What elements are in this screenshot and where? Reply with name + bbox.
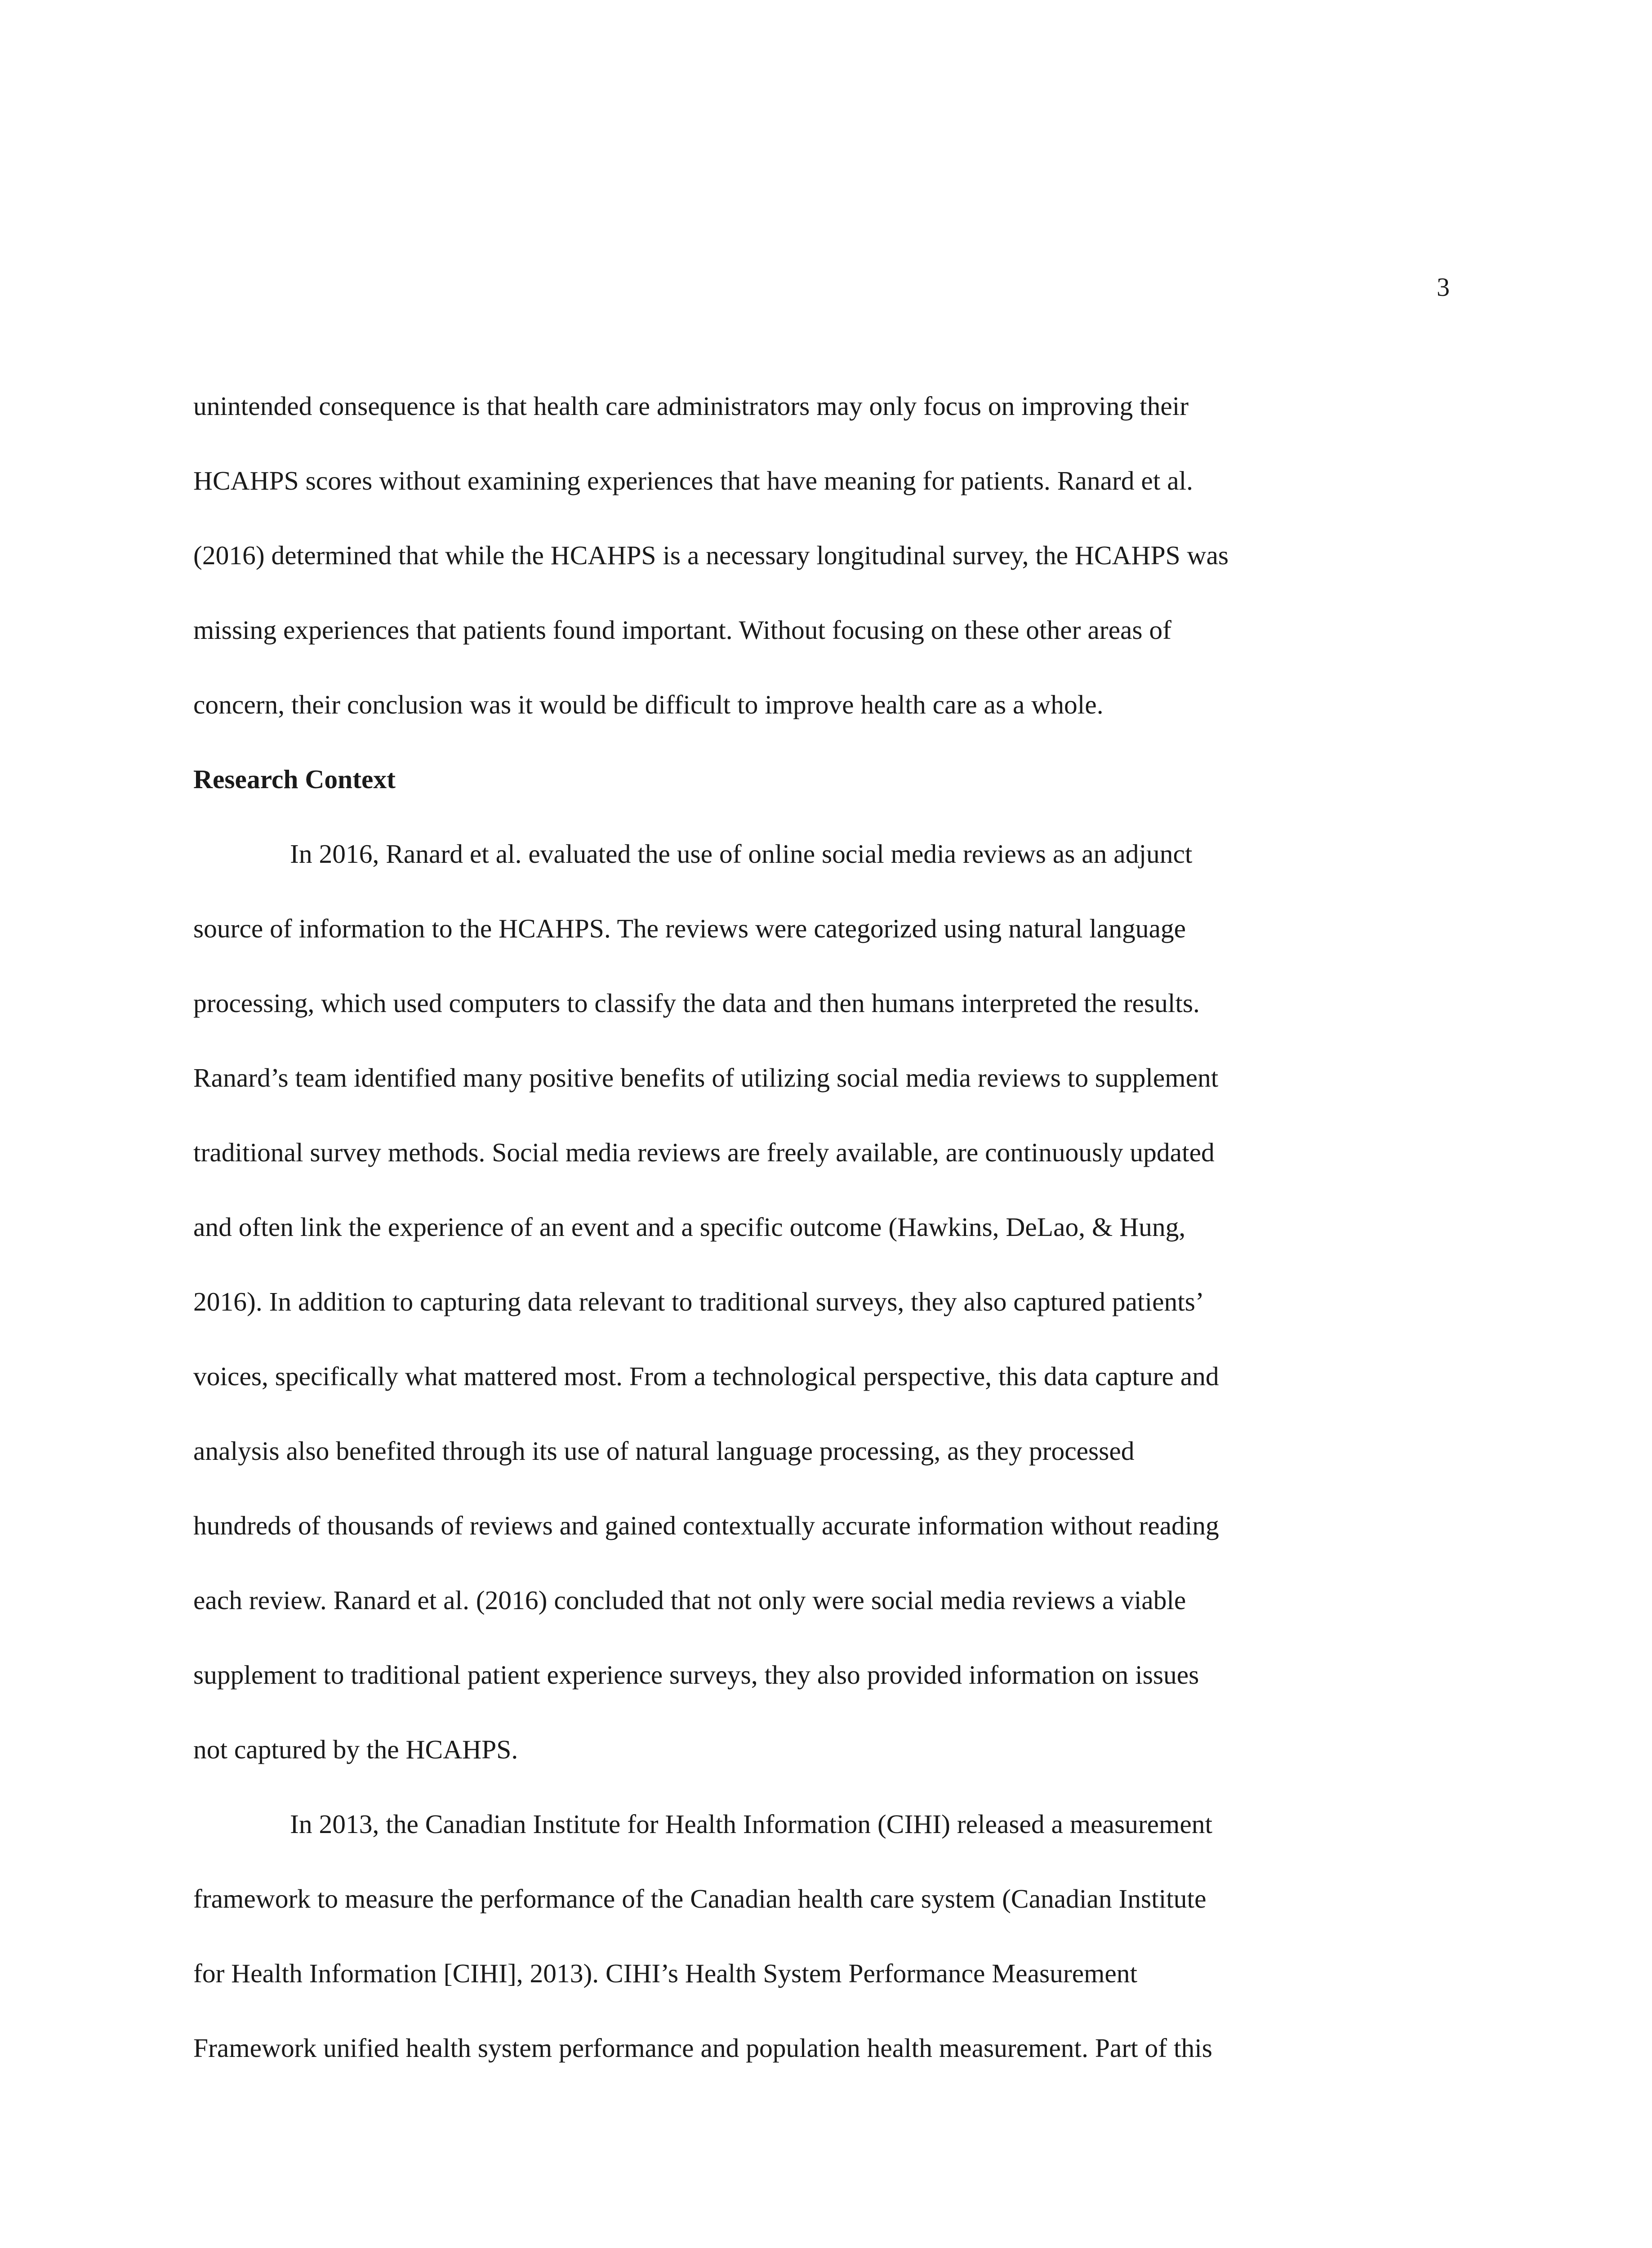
text-line: analysis also benefited through its use of natural language processing, as they processed [193, 1436, 1135, 1466]
text-line: concern, their conclusion was it would be difficult to improve health care as a whole. [193, 690, 1104, 719]
text-line: each review. Ranard et al. (2016) concluded that not only were social media reviews a viable [193, 1585, 1186, 1615]
text-line: (2016) determined that while the HCAHPS is a necessary longitudinal survey, the HCAHPS was [193, 540, 1229, 570]
paragraph-intro-continuation [193, 369, 1452, 742]
heading-text: Research Context [193, 764, 396, 794]
text-line: missing experiences that patients found important. Without focusing on these other areas of [193, 615, 1171, 645]
paragraph-ranard-study [193, 816, 1452, 1787]
text-line: Framework unified health system performance and population health measurement. Part of this [193, 2033, 1212, 2063]
text-line: processing, which used computers to classify the data and then humans interpreted the results. [193, 988, 1200, 1018]
text-line: for Health Information [CIHI], 2013). CIHI’s Health System Performance Measurement [193, 1958, 1138, 1988]
text-line: In 2013, the Canadian Institute for Health Information (CIHI) released a measurement [290, 1809, 1213, 1839]
section-heading-research-context [193, 742, 1452, 816]
text-line: not captured by the HCAHPS. [193, 1735, 518, 1764]
text-line: voices, specifically what mattered most. From a technological perspective, this data capture and [193, 1361, 1219, 1391]
text-line: In 2016, Ranard et al. evaluated the use of online social media reviews as an adjunct [290, 839, 1193, 869]
text-line: traditional survey methods. Social media reviews are freely available, are continuously updated [193, 1137, 1215, 1167]
page-number: 3 [1437, 272, 1450, 302]
text-line: framework to measure the performance of the Canadian health care system (Canadian Institute [193, 1884, 1207, 1913]
text-line: 2016). In addition to capturing data relevant to traditional surveys, they also captured patients’ [193, 1287, 1204, 1316]
text-line: unintended consequence is that health care administrators may only focus on improving their [193, 391, 1189, 421]
document-body [193, 369, 1452, 2085]
text-line: source of information to the HCAHPS. The reviews were categorized using natural language [193, 914, 1186, 943]
text-line: hundreds of thousands of reviews and gained contextually accurate information without reading [193, 1511, 1219, 1540]
text-line: Ranard’s team identified many positive benefits of utilizing social media reviews to supplement [193, 1063, 1219, 1093]
paragraph-cihi-framework [193, 1787, 1452, 2085]
text-line: HCAHPS scores without examining experiences that have meaning for patients. Ranard et al. [193, 466, 1193, 495]
text-line: and often link the experience of an event and a specific outcome (Hawkins, DeLao, & Hung, [193, 1212, 1186, 1242]
text-line: supplement to traditional patient experience surveys, they also provided information on issues [193, 1660, 1199, 1690]
